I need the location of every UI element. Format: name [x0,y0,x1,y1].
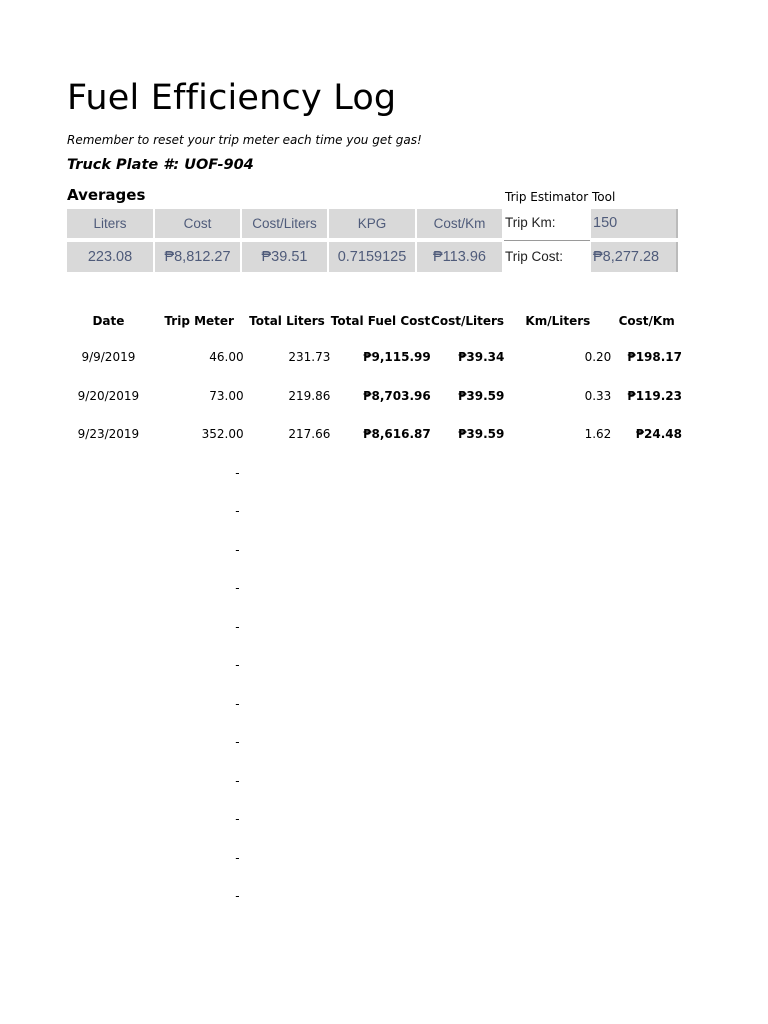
cell-total-liters[interactable] [244,569,331,608]
log-header-row [62,304,682,338]
cell-cost-per-liter [431,723,505,762]
cell-total-liters[interactable] [244,762,331,801]
avg-header-cost-per-km: Cost/Km [417,209,502,238]
cell-total-fuel-cost[interactable] [330,531,430,570]
avg-value-cost-per-liter: ₱39.51 [242,242,327,272]
cell-total-liters[interactable] [244,608,331,647]
col-cost-per-liter: Cost/Liters [431,314,505,328]
cell-trip-meter[interactable]: - [235,504,240,519]
cell-total-fuel-cost[interactable] [330,800,430,839]
cell-trip-meter[interactable]: 46.00 [209,350,244,365]
empty-row [62,685,682,724]
cell-trip-meter[interactable]: - [235,812,240,827]
empty-row [62,454,682,493]
empty-row [62,569,682,608]
cell-date[interactable] [62,569,155,608]
truck-plate: Truck Plate #: UOF-904 [67,157,254,173]
cell-cost-per-liter [431,646,505,685]
empty-row [62,723,682,762]
col-km-per-liter: Km/Liters [525,314,591,328]
cell-total-fuel-cost[interactable] [330,839,430,878]
cell-cost-per-liter [431,762,505,801]
trip-cost-value: ₱8,277.28 [591,242,678,272]
cell-date[interactable] [62,685,155,724]
col-cost-per-km: Cost/Km [618,314,675,328]
trip-cost-label: Trip Cost: [505,249,564,264]
cell-total-fuel-cost[interactable] [330,685,430,724]
cell-total-fuel-cost[interactable] [330,569,430,608]
cell-km-per-liter [504,569,611,608]
cell-cost-per-km [611,877,682,916]
cell-trip-meter[interactable]: - [235,581,240,596]
empty-row [62,608,682,647]
avg-value-cost: ₱8,812.27 [155,242,240,272]
col-trip-meter: Trip Meter [164,314,234,328]
cell-cost-per-km [611,762,682,801]
cell-date[interactable] [62,723,155,762]
cell-km-per-liter [504,839,611,878]
cell-cost-per-liter: ₱39.34 [458,350,505,365]
cell-total-liters[interactable] [244,646,331,685]
cell-km-per-liter [504,723,611,762]
empty-row [62,800,682,839]
cell-cost-per-km [611,492,682,531]
trip-divider [504,240,590,241]
cell-cost-per-liter: ₱39.59 [458,427,505,442]
trip-km-input[interactable]: 150 [591,209,678,238]
cell-trip-meter[interactable]: - [235,850,240,865]
cell-trip-meter[interactable]: - [235,658,240,673]
col-total-liters: Total Liters [249,314,325,328]
cell-km-per-liter [504,685,611,724]
empty-row [62,531,682,570]
cell-date[interactable] [62,454,155,493]
cell-total-liters[interactable] [244,800,331,839]
cell-cost-per-km [611,800,682,839]
cell-cost-per-km [611,839,682,878]
reminder-note: Remember to reset your trip meter each time you get gas! [67,133,422,147]
avg-value-cost-per-km: ₱113.96 [417,242,502,272]
cell-date[interactable] [62,877,155,916]
cell-date[interactable]: 9/23/2019 [77,427,140,442]
cell-cost-per-km [611,646,682,685]
cell-km-per-liter [504,800,611,839]
cell-cost-per-km [611,685,682,724]
cell-cost-per-liter [431,608,505,647]
cell-cost-per-liter [431,569,505,608]
cell-cost-per-km [611,569,682,608]
cell-trip-meter[interactable]: - [235,696,240,711]
cell-km-per-liter [504,762,611,801]
cell-total-fuel-cost[interactable]: ₱8,703.96 [363,388,431,403]
cell-km-per-liter: 0.20 [584,350,612,365]
page-title: Fuel Efficiency Log [67,78,397,118]
cell-total-liters[interactable] [244,839,331,878]
cell-date[interactable]: 9/9/2019 [81,350,136,365]
cell-km-per-liter [504,492,611,531]
cell-date[interactable] [62,762,155,801]
cell-total-fuel-cost[interactable] [330,646,430,685]
cell-total-liters[interactable] [244,492,331,531]
cell-trip-meter[interactable]: 352.00 [201,427,244,442]
avg-header-kpg: KPG [329,209,415,238]
cell-date[interactable] [62,800,155,839]
empty-row [62,646,682,685]
cell-km-per-liter [504,877,611,916]
cell-date[interactable] [62,531,155,570]
cell-cost-per-km: ₱24.48 [635,427,682,442]
cell-trip-meter[interactable]: 73.00 [209,388,244,403]
avg-header-liters: Liters [67,209,153,238]
avg-value-liters: 223.08 [67,242,153,272]
cell-cost-per-km: ₱119.23 [627,388,682,403]
cell-total-liters[interactable] [244,685,331,724]
empty-row [62,492,682,531]
cell-cost-per-liter [431,877,505,916]
cell-total-fuel-cost[interactable] [330,877,430,916]
cell-cost-per-liter [431,685,505,724]
avg-header-cost: Cost [155,209,240,238]
empty-row [62,877,682,916]
cell-km-per-liter [504,646,611,685]
col-date: Date [92,314,125,328]
cell-total-fuel-cost[interactable] [330,608,430,647]
cell-total-liters[interactable]: 231.73 [288,350,331,365]
cell-total-fuel-cost[interactable] [330,762,430,801]
cell-date[interactable] [62,492,155,531]
avg-header-cost-per-liter: Cost/Liters [242,209,327,238]
cell-date[interactable] [62,646,155,685]
cell-total-liters[interactable] [244,454,331,493]
trip-km-label: Trip Km: [505,215,556,230]
cell-km-per-liter: 0.33 [584,388,612,403]
cell-cost-per-km [611,531,682,570]
fuel-log-table [62,304,682,916]
cell-km-per-liter: 1.62 [584,427,612,442]
cell-total-fuel-cost[interactable] [330,492,430,531]
trip-estimator-heading: Trip Estimator Tool [505,190,616,204]
cell-cost-per-liter: ₱39.59 [458,388,505,403]
cell-total-fuel-cost[interactable]: ₱9,115.99 [363,350,431,365]
cell-total-fuel-cost[interactable] [330,454,430,493]
cell-cost-per-km: ₱198.17 [627,350,682,365]
avg-value-kpg: 0.7159125 [329,242,415,272]
cell-total-liters[interactable] [244,877,331,916]
cell-trip-meter[interactable]: - [235,889,240,904]
cell-cost-per-liter [431,839,505,878]
table-row [62,338,682,377]
cell-total-fuel-cost[interactable] [330,723,430,762]
cell-trip-meter[interactable]: - [235,542,240,557]
cell-cost-per-liter [431,454,505,493]
cell-trip-meter[interactable]: - [235,735,240,750]
table-row [62,415,682,454]
averages-heading: Averages [67,186,146,204]
cell-cost-per-km [611,723,682,762]
cell-cost-per-liter [431,800,505,839]
cell-km-per-liter [504,454,611,493]
cell-trip-meter[interactable]: - [235,773,240,788]
table-row [62,377,682,416]
cell-cost-per-km [611,454,682,493]
empty-row [62,762,682,801]
cell-date[interactable] [62,839,155,878]
cell-cost-per-liter [431,531,505,570]
cell-cost-per-km [611,608,682,647]
cell-trip-meter[interactable]: - [235,465,240,480]
cell-date[interactable] [62,608,155,647]
cell-total-liters[interactable]: 217.66 [288,427,331,442]
cell-total-liters[interactable]: 219.86 [288,388,331,403]
cell-total-liters[interactable] [244,723,331,762]
empty-row [62,839,682,878]
cell-total-fuel-cost[interactable]: ₱8,616.87 [363,427,431,442]
cell-km-per-liter [504,531,611,570]
cell-km-per-liter [504,608,611,647]
cell-trip-meter[interactable]: - [235,619,240,634]
cell-cost-per-liter [431,492,505,531]
cell-date[interactable]: 9/20/2019 [77,388,140,403]
col-total-fuel-cost: Total Fuel Cost [330,314,431,328]
cell-total-liters[interactable] [244,531,331,570]
